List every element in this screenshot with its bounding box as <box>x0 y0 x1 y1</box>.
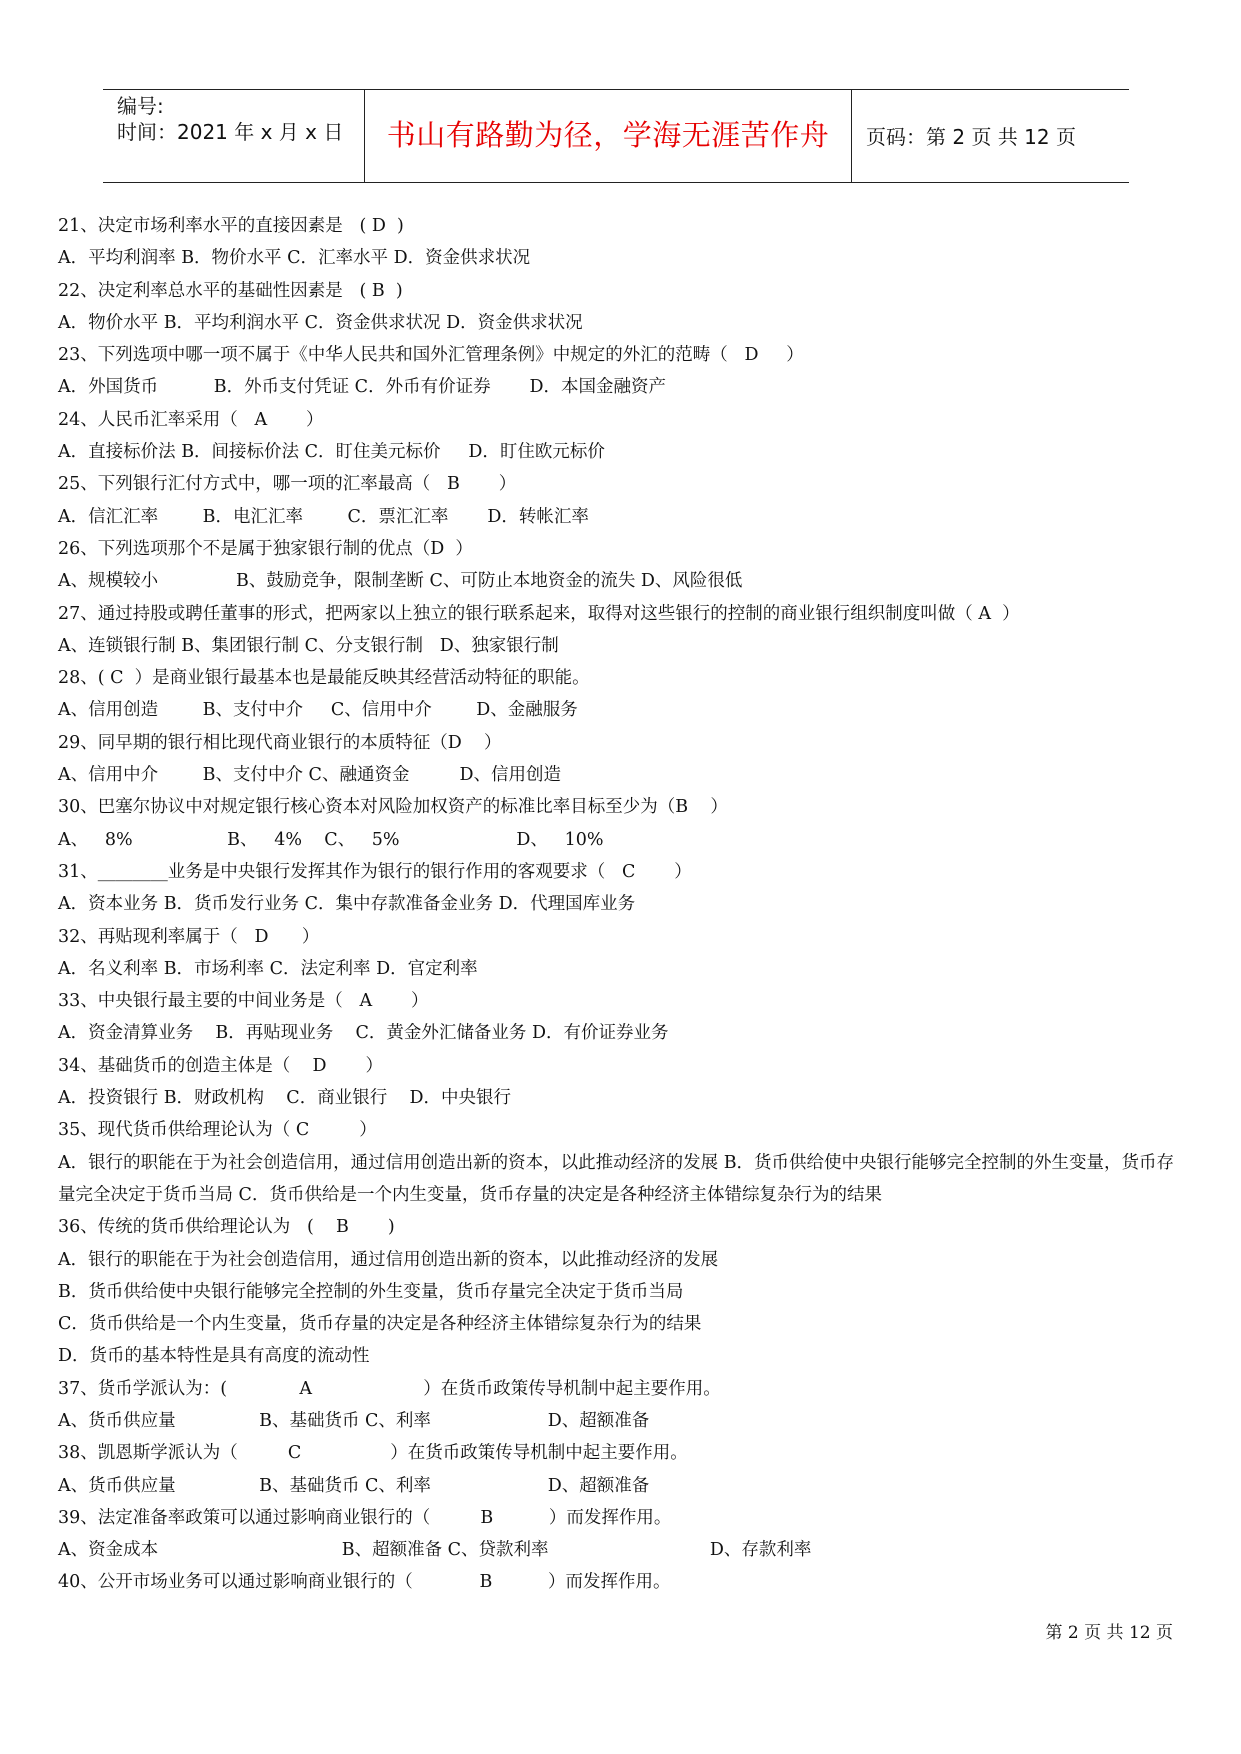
document-time-label: 时间：2021 年 x 月 x 日 <box>117 120 344 144</box>
question-line: 29、同早期的银行相比现代商业银行的本质特征（D ） <box>58 732 502 753</box>
question-line: 34、基础货币的创造主体是（ D ） <box>58 1055 383 1076</box>
question-line: A．名义利率 B．市场利率 C．法定利率 D．官定利率 <box>58 958 478 979</box>
question-line: 37、货币学派认为：( A ）在货币政策传导机制中起主要作用。 <box>58 1378 721 1399</box>
question-line: 31、________业务是中央银行发挥其作为银行的银行作用的客观要求（ C ） <box>58 861 692 882</box>
question-line: A、货币供应量 B、基础货币 C、利率 D、超额准备 <box>58 1410 650 1431</box>
question-list <box>58 210 1188 1599</box>
question-line: 24、人民币汇率采用（ A ） <box>58 409 324 430</box>
question-line: A．投资银行 B．财政机构 C．商业银行 D．中央银行 <box>58 1088 511 1109</box>
question-line: 40、公开市场业务可以通过影响商业银行的（ B ）而发挥作用。 <box>58 1572 671 1593</box>
question-line: A、 8% B、 4% C、 5% D、 10% <box>58 829 604 850</box>
question-line: A．银行的职能在于为社会创造信用，通过信用创造出新的资本，以此推动经济的发展 <box>58 1249 719 1270</box>
question-line: B．货币供给使中央银行能够完全控制的外生变量，货币存量完全决定于货币当局 <box>58 1281 684 1302</box>
document-number-label: 编号: <box>117 94 164 118</box>
question-line: 33、中央银行最主要的中间业务是（ A ） <box>58 991 429 1012</box>
question-line: C．货币供给是一个内生变量，货币存量的决定是各种经济主体错综复杂行为的结果 <box>58 1314 702 1335</box>
page-footer: 第 2 页 共 12 页 <box>1045 1623 1173 1643</box>
question-line: 35、现代货币供给理论认为（ C ） <box>58 1120 377 1141</box>
question-line: A、规模较小 B、鼓励竞争，限制垄断 C、可防止本地资金的流失 D、风险很低 <box>58 571 743 592</box>
question-line: 25、下列银行汇付方式中，哪一项的汇率最高（ B ） <box>58 474 517 495</box>
question-line: A．资本业务 B．货币发行业务 C．集中存款准备金业务 D．代理国库业务 <box>58 894 636 915</box>
header-page-label: 页码：第 2 页 共 12 页 <box>866 125 1076 149</box>
question-line-wrapped: A．银行的职能在于为社会创造信用，通过信用创造出新的资本，以此推动经济的发展 B．货币供给使中央银行能够完全控制的外生变量，货币存量完全决定于货币当局 C．货币供给是一个内生变量，货币存量的决定是各种经济主体错综复杂行为的结果 <box>58 1152 1175 1205</box>
question-line: A．资金清算业务 B．再贴现业务 C．黄金外汇储备业务 D．有价证券业务 <box>58 1023 669 1044</box>
question-line: 21、决定市场利率水平的直接因素是 ( D ) <box>58 216 404 236</box>
question-line: 36、传统的货币供给理论认为 ( B ) <box>58 1217 395 1238</box>
header-right-cell <box>852 90 1129 182</box>
question-line: 39、法定准备率政策可以通过影响商业银行的（ B ）而发挥作用。 <box>58 1507 672 1528</box>
question-line: 32、再贴现利率属于（ D ） <box>58 926 320 947</box>
header-motto-cell <box>365 90 852 182</box>
question-line: A、货币供应量 B、基础货币 C、利率 D、超额准备 <box>58 1475 650 1496</box>
question-line: A、信用中介 B、支付中介 C、融通资金 D、信用创造 <box>58 765 562 786</box>
question-line: A、连锁银行制 B、集团银行制 C、分支银行制 D、独家银行制 <box>58 635 559 656</box>
question-line: 22、决定利率总水平的基础性因素是 ( B ) <box>58 280 403 301</box>
question-line: A．直接标价法 B．间接标价法 C．盯住美元标价 D．盯住欧元标价 <box>58 442 605 463</box>
question-line: A．信汇汇率 B．电汇汇率 C．票汇汇率 D．转帐汇率 <box>58 506 589 527</box>
question-line: 28、( C ）是商业银行最基本也是最能反映其经营活动特征的职能。 <box>58 668 590 689</box>
question-line: A、信用创造 B、支付中介 C、信用中介 D、金融服务 <box>58 700 578 721</box>
header-motto: 书山有路勤为径，学海无涯苦作舟 <box>386 118 830 152</box>
question-line: A、资金成本 B、超额准备 C、贷款利率 D、存款利率 <box>58 1540 812 1561</box>
question-line: 27、通过持股或聘任董事的形式，把两家以上独立的银行联系起来，取得对这些银行的控制的商业银行组织制度叫做（ A ） <box>58 603 1020 624</box>
question-line: 38、凯恩斯学派认为（ C ）在货币政策传导机制中起主要作用。 <box>58 1443 688 1464</box>
question-line: A．物价水平 B．平均利润水平 C．资金供求状况 D．资金供求状况 <box>58 312 583 333</box>
page-header <box>103 89 1129 183</box>
question-line: 23、下列选项中哪一项不属于《中华人民共和国外汇管理条例》中规定的外汇的范畴（ D ） <box>58 345 804 366</box>
question-line: 26、下列选项那个不是属于独家银行制的优点（D ） <box>58 538 473 559</box>
question-line: A．平均利润率 B．物价水平 C．汇率水平 D．资金供求状况 <box>58 248 531 269</box>
question-line: 30、巴塞尔协议中对规定银行核心资本对风险加权资产的标准比率目标至少为（B ） <box>58 797 728 818</box>
question-line: A．外国货币 B．外币支付凭证 C．外币有价证券 D．本国金融资产 <box>58 377 667 398</box>
header-left-cell <box>103 90 365 182</box>
question-line: D．货币的基本特性是具有高度的流动性 <box>58 1346 370 1367</box>
